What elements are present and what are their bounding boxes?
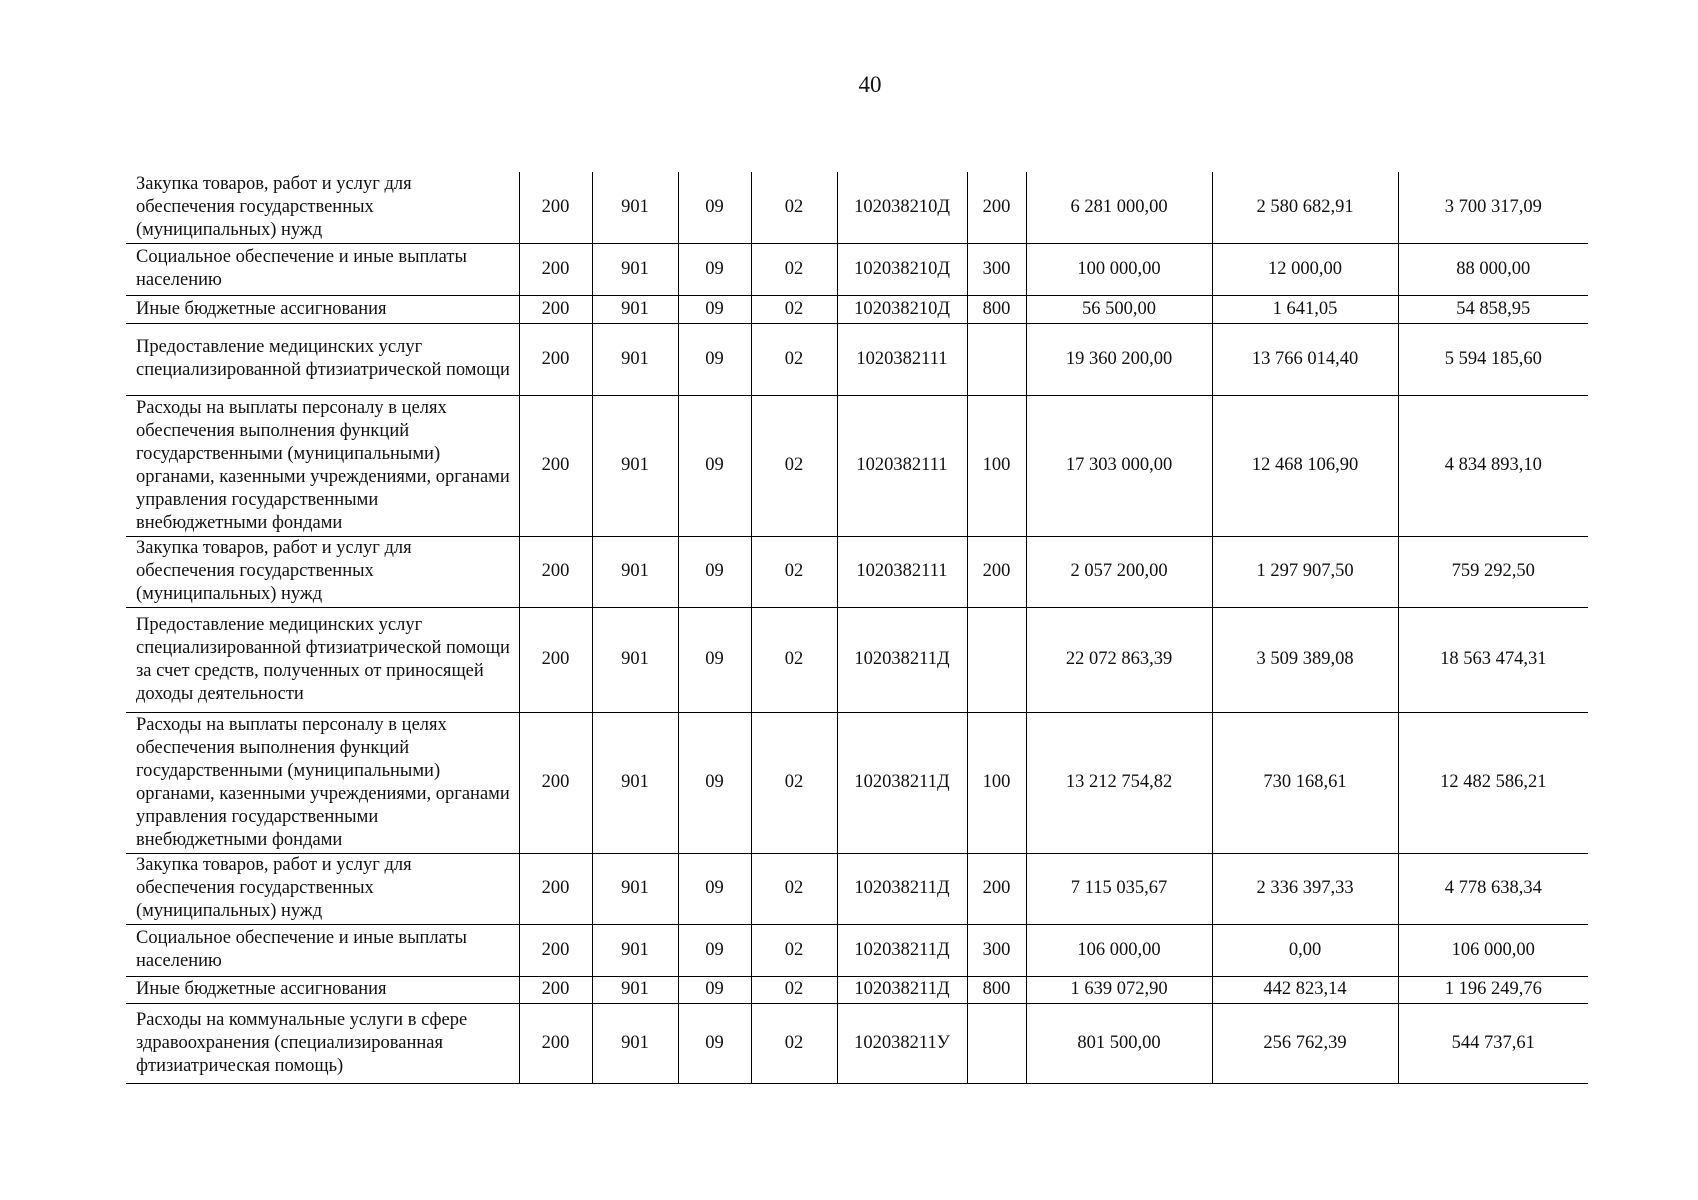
code-cell: 02 (751, 924, 837, 976)
table-row (126, 536, 1588, 607)
code-cell: 901 (592, 395, 678, 536)
table-row (126, 1003, 1588, 1083)
code-cell: 200 (967, 536, 1026, 607)
code-cell: 901 (592, 1003, 678, 1083)
code-cell: 901 (592, 243, 678, 295)
code-cell: 02 (751, 607, 837, 712)
code-cell: 09 (678, 607, 751, 712)
amount-cell: 3 700 317,09 (1398, 172, 1588, 243)
amount-cell: 1 641,05 (1212, 295, 1398, 323)
amount-cell: 100 000,00 (1026, 243, 1212, 295)
amount-cell: 1 297 907,50 (1212, 536, 1398, 607)
code-cell: 200 (519, 295, 592, 323)
amount-cell: 13 766 014,40 (1212, 323, 1398, 395)
code-cell: 102038211Д (837, 712, 967, 853)
code-cell: 02 (751, 395, 837, 536)
code-cell: 102038210Д (837, 295, 967, 323)
code-cell: 102038211Д (837, 607, 967, 712)
code-cell: 1020382111 (837, 323, 967, 395)
code-cell: 1020382111 (837, 395, 967, 536)
table-row (126, 295, 1588, 323)
code-cell: 09 (678, 924, 751, 976)
code-cell: 02 (751, 976, 837, 1003)
code-cell: 200 (519, 924, 592, 976)
row-name-cell: Предоставление медицинских услуг специализированной фтизиатрической помощи за счет средств, полученных от приносящей доходы деятельности (126, 607, 519, 712)
amount-cell: 2 057 200,00 (1026, 536, 1212, 607)
code-cell: 02 (751, 243, 837, 295)
amount-cell: 19 360 200,00 (1026, 323, 1212, 395)
amount-cell: 5 594 185,60 (1398, 323, 1588, 395)
code-cell: 09 (678, 853, 751, 924)
code-cell: 09 (678, 243, 751, 295)
code-cell: 1020382111 (837, 536, 967, 607)
code-cell: 09 (678, 172, 751, 243)
amount-cell: 3 509 389,08 (1212, 607, 1398, 712)
code-cell: 200 (519, 976, 592, 1003)
code-cell: 102038211У (837, 1003, 967, 1083)
code-cell: 901 (592, 607, 678, 712)
table-row (126, 976, 1588, 1003)
row-name-cell: Иные бюджетные ассигнования (126, 976, 519, 1003)
row-name-cell: Закупка товаров, работ и услуг для обеспечения государственных (муниципальных) нужд (126, 853, 519, 924)
amount-cell: 2 336 397,33 (1212, 853, 1398, 924)
code-cell: 200 (519, 243, 592, 295)
amount-cell: 801 500,00 (1026, 1003, 1212, 1083)
row-name-cell: Расходы на коммунальные услуги в сфере здравоохранения (специализированная фтизиатрическая помощь) (126, 1003, 519, 1083)
table-row (126, 607, 1588, 712)
code-cell: 200 (519, 172, 592, 243)
page-number: 40 (858, 72, 882, 97)
code-cell: 200 (967, 172, 1026, 243)
code-cell: 901 (592, 853, 678, 924)
amount-cell: 730 168,61 (1212, 712, 1398, 853)
amount-cell: 7 115 035,67 (1026, 853, 1212, 924)
code-cell: 901 (592, 323, 678, 395)
amount-cell: 544 737,61 (1398, 1003, 1588, 1083)
code-cell: 102038210Д (837, 172, 967, 243)
code-cell: 300 (967, 243, 1026, 295)
code-cell (967, 607, 1026, 712)
code-cell: 200 (519, 1003, 592, 1083)
code-cell: 200 (519, 395, 592, 536)
amount-cell: 17 303 000,00 (1026, 395, 1212, 536)
code-cell: 901 (592, 172, 678, 243)
table-row (126, 172, 1588, 243)
code-cell: 09 (678, 323, 751, 395)
table-row (126, 712, 1588, 853)
amount-cell: 6 281 000,00 (1026, 172, 1212, 243)
code-cell (967, 323, 1026, 395)
amount-cell: 12 482 586,21 (1398, 712, 1588, 853)
code-cell: 800 (967, 976, 1026, 1003)
amount-cell: 12 468 106,90 (1212, 395, 1398, 536)
amount-cell: 106 000,00 (1026, 924, 1212, 976)
code-cell: 102038211Д (837, 853, 967, 924)
code-cell: 09 (678, 536, 751, 607)
code-cell: 200 (519, 607, 592, 712)
row-name-cell: Расходы на выплаты персоналу в целях обеспечения выполнения функций государственными (муниципальными) органами, казенными учреждениями, органами управления государственными внебюджетными фондами (126, 395, 519, 536)
code-cell: 02 (751, 172, 837, 243)
amount-cell: 54 858,95 (1398, 295, 1588, 323)
code-cell: 100 (967, 712, 1026, 853)
amount-cell: 12 000,00 (1212, 243, 1398, 295)
row-name-cell: Предоставление медицинских услуг специализированной фтизиатрической помощи (126, 323, 519, 395)
amount-cell: 18 563 474,31 (1398, 607, 1588, 712)
amount-cell: 442 823,14 (1212, 976, 1398, 1003)
code-cell: 100 (967, 395, 1026, 536)
code-cell: 901 (592, 924, 678, 976)
row-name-cell: Социальное обеспечение и иные выплаты населению (126, 243, 519, 295)
code-cell: 102038211Д (837, 924, 967, 976)
budget-table (126, 172, 1588, 1084)
table-row (126, 853, 1588, 924)
code-cell: 200 (519, 853, 592, 924)
row-name-cell: Закупка товаров, работ и услуг для обеспечения государственных (муниципальных) нужд (126, 536, 519, 607)
code-cell: 300 (967, 924, 1026, 976)
row-name-cell: Расходы на выплаты персоналу в целях обеспечения выполнения функций государственными (муниципальными) органами, казенными учреждениями, органами управления государственными внебюджетными фондами (126, 712, 519, 853)
amount-cell: 1 196 249,76 (1398, 976, 1588, 1003)
amount-cell: 256 762,39 (1212, 1003, 1398, 1083)
row-name-cell: Закупка товаров, работ и услуг для обеспечения государственных (муниципальных) нужд (126, 172, 519, 243)
code-cell: 02 (751, 853, 837, 924)
code-cell: 02 (751, 712, 837, 853)
code-cell: 02 (751, 323, 837, 395)
code-cell: 09 (678, 976, 751, 1003)
code-cell: 200 (519, 323, 592, 395)
code-cell: 02 (751, 295, 837, 323)
table-row (126, 395, 1588, 536)
amount-cell: 0,00 (1212, 924, 1398, 976)
code-cell: 102038210Д (837, 243, 967, 295)
code-cell: 102038211Д (837, 976, 967, 1003)
amount-cell: 759 292,50 (1398, 536, 1588, 607)
amount-cell: 88 000,00 (1398, 243, 1588, 295)
table-row (126, 924, 1588, 976)
code-cell: 02 (751, 536, 837, 607)
code-cell: 800 (967, 295, 1026, 323)
code-cell: 200 (519, 536, 592, 607)
code-cell: 09 (678, 712, 751, 853)
code-cell: 901 (592, 712, 678, 853)
table-row (126, 323, 1588, 395)
amount-cell: 56 500,00 (1026, 295, 1212, 323)
code-cell: 200 (967, 853, 1026, 924)
amount-cell: 106 000,00 (1398, 924, 1588, 976)
code-cell: 901 (592, 295, 678, 323)
code-cell: 09 (678, 395, 751, 536)
amount-cell: 1 639 072,90 (1026, 976, 1212, 1003)
code-cell: 901 (592, 536, 678, 607)
amount-cell: 4 834 893,10 (1398, 395, 1588, 536)
row-name-cell: Иные бюджетные ассигнования (126, 295, 519, 323)
table-row (126, 243, 1588, 295)
amount-cell: 4 778 638,34 (1398, 853, 1588, 924)
code-cell (967, 1003, 1026, 1083)
amount-cell: 13 212 754,82 (1026, 712, 1212, 853)
row-name-cell: Социальное обеспечение и иные выплаты населению (126, 924, 519, 976)
code-cell: 09 (678, 1003, 751, 1083)
code-cell: 09 (678, 295, 751, 323)
code-cell: 200 (519, 712, 592, 853)
code-cell: 02 (751, 1003, 837, 1083)
amount-cell: 22 072 863,39 (1026, 607, 1212, 712)
amount-cell: 2 580 682,91 (1212, 172, 1398, 243)
code-cell: 901 (592, 976, 678, 1003)
